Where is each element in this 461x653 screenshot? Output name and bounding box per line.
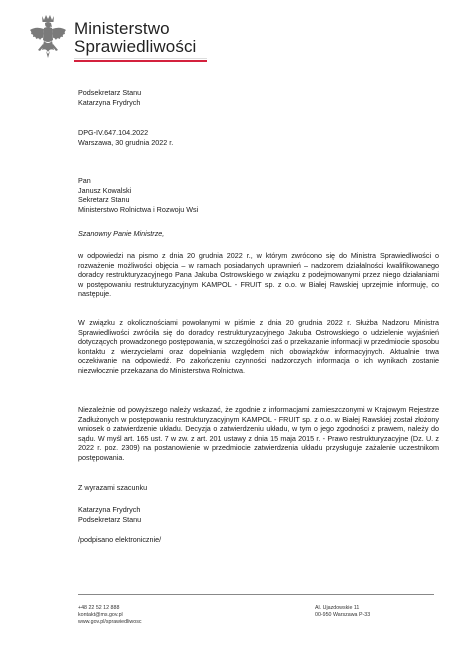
footer-contact xyxy=(78,605,142,626)
recipient-office: Ministerstwo Rolnictwa i Rozwoju Wsi xyxy=(78,204,199,214)
body-paragraph-1: w odpowiedzi na pismo z dnia 20 grudnia 2022 r., w którym zwrócono się do Ministra Sprawiedliwości o rozważenie możliwości objęcia – w ramach posiadanych uprawnień – nadzorem działalności kwalifikowanego doradcy restrukturyzacyjnego Pana Jakuba Ostrowskiego w związku z podejmowanymi przez niego działaniami w postępowaniu restrukturyzacyjnym KAMPOL - FRUIT sp. z o.o. w Białej Rawskiej uprzejmie informuję, co następuje. xyxy=(78,251,439,299)
recipient-prefix: Pan xyxy=(78,176,91,185)
footer-address xyxy=(315,605,370,619)
white-eagle-emblem-icon xyxy=(28,14,68,62)
closing-signatory xyxy=(78,505,438,524)
sender-name: Katarzyna Frydrych xyxy=(78,97,141,107)
sender-title: Podsekretarz Stanu xyxy=(78,88,142,97)
signature-note-text: /podpisano elektronicznie/ xyxy=(78,535,162,544)
footer-divider xyxy=(78,594,434,595)
body-paragraph-2: W związku z okolicznościami powołanymi w piśmie z dnia 20 grudnia 2022 r. Służba Nadzoru Ministra Sprawiedliwości zwróciła się do doradcy restrukturyzacyjnego Jakuba Ostrowskiego o udzielenie wyjaśnień dotyczących prowadzonego postępowania, w szczególności zaś o przekazanie informacji w przedmiocie sposobu kontaktu z wierzycielami oraz dopełniania względem nich obowiązków informacyjnych. Aktualnie trwa oczekiwanie na odpowiedź. Po zakończeniu czynności nadzorczych informacja o ich wynikach zostanie niezwłocznie przekazana do Ministerstwa Rolnictwa. xyxy=(78,318,439,375)
national-flag-stripe xyxy=(74,58,207,62)
body-paragraph-3: Niezależnie od powyższego należy wskazać, że zgodnie z informacjami zamieszczonymi w Krajowym Rejestrze Zadłużonych w postępowaniu restrukturyzacyjnym KAMPOL - FRUIT sp. z o.o. w Białej Rawskiej został złożony wniosek o zatwierdzenie układu. Decyzja o zatwierdzeniu układu, w tym o jego zgodności z prawem, należy do sądu. W myśl art. 165 ust. 7 w zw. z art. 201 ustawy z dnia 15 maja 2015 r. - Prawo restrukturyzacyjne (Dz. U. z 2022 r. poz. 2309) na postanowienie w przedmiocie zatwierdzenia układu przysługuje zażalenie uczestnikom postępowania. xyxy=(78,405,439,462)
ministry-name-line2: Sprawiedliwości xyxy=(74,37,197,56)
footer-email[interactable]: kontakt@ms.gov.pl xyxy=(78,612,123,618)
ministry-name xyxy=(74,20,196,56)
place-date: Warszawa, 30 grudnia 2022 r. xyxy=(78,137,174,147)
greeting xyxy=(78,229,438,239)
recipient-name: Janusz Kowalski xyxy=(78,185,132,195)
recipient-block xyxy=(78,176,438,214)
flag-red-stripe xyxy=(74,60,207,62)
signature-note xyxy=(78,535,438,545)
closing-title: Podsekretarz Stanu xyxy=(78,514,142,524)
closing-regards-text: Z wyrazami szacunku xyxy=(78,483,148,492)
closing-regards xyxy=(78,483,438,493)
sender-block xyxy=(78,88,438,107)
recipient-title: Sekretarz Stanu xyxy=(78,195,130,205)
footer-postal: 00-950 Warszawa P-33 xyxy=(315,612,371,618)
reference-number: DPG-IV.647.104.2022 xyxy=(78,128,149,137)
footer-phone: +48 22 52 12 888 xyxy=(78,605,120,611)
reference-block xyxy=(78,128,438,147)
footer-website[interactable]: www.gov.pl/sprawiedliwosc xyxy=(78,619,142,625)
greeting-text: Szanowny Panie Ministrze, xyxy=(78,229,165,238)
closing-name: Katarzyna Frydrych xyxy=(78,505,141,514)
letterhead xyxy=(28,14,228,64)
ministry-name-line1: Ministerstwo xyxy=(74,19,170,38)
footer-street: Al. Ujazdowskie 11 xyxy=(315,605,360,611)
